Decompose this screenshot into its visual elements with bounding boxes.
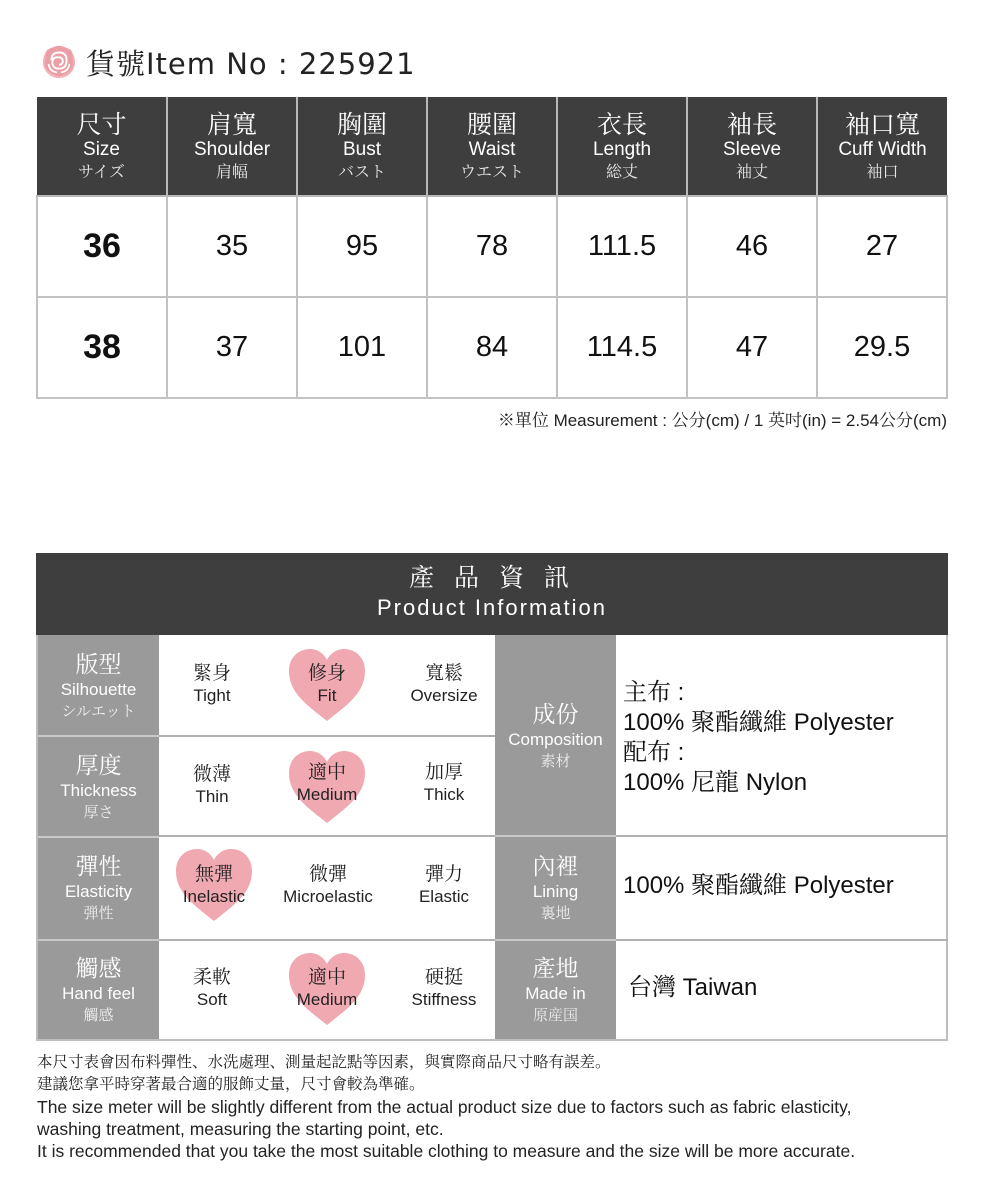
column-zh: 尺寸 bbox=[76, 109, 127, 139]
label-zh: 產地 bbox=[532, 955, 579, 982]
column-en: Length bbox=[592, 138, 652, 160]
label-en: Hand feel bbox=[62, 983, 135, 1003]
column-zh: 袖長 bbox=[726, 109, 777, 139]
option-zh: 硬挺 bbox=[424, 966, 463, 988]
column-jp: サイズ bbox=[78, 161, 125, 181]
option-fit bbox=[272, 662, 382, 707]
product-info-header bbox=[36, 553, 948, 635]
label-zh: 版型 bbox=[75, 652, 122, 678]
composition-label bbox=[495, 635, 616, 836]
label-jp: 原産国 bbox=[532, 1005, 578, 1024]
table-cell: 111.5 bbox=[557, 196, 687, 297]
composition-value bbox=[623, 678, 894, 798]
option-zh: 柔軟 bbox=[192, 966, 231, 988]
cuff-width-column-header bbox=[817, 97, 947, 196]
disclaimer-line: The size meter will be slightly different from the actual product size due to factors such as fabric elasticity, bbox=[37, 1097, 852, 1117]
hand-feel-label bbox=[38, 940, 159, 1039]
divider bbox=[38, 735, 159, 737]
option-en: Soft bbox=[196, 990, 228, 1009]
composition-line: 100% 聚酯纖維 Polyester bbox=[623, 709, 894, 736]
option-inelastic bbox=[159, 863, 269, 908]
option-zh: 無彈 bbox=[194, 863, 233, 885]
label-zh: 彈性 bbox=[75, 854, 122, 880]
label-zh: 厚度 bbox=[75, 752, 122, 779]
option-zh: 微彈 bbox=[308, 863, 347, 885]
disclaimer-line: 本尺寸表會因布料彈性、水洗處理、測量起訖點等因素，與實際商品尺寸略有誤差。 bbox=[37, 1054, 611, 1071]
option-medium bbox=[272, 966, 382, 1011]
option-medium bbox=[272, 761, 382, 806]
column-zh: 肩寬 bbox=[206, 109, 257, 139]
option-en: Tight bbox=[193, 686, 231, 705]
table-cell-size: 36 bbox=[37, 196, 167, 297]
option-zh: 微薄 bbox=[192, 763, 231, 785]
column-jp: ウエスト bbox=[459, 161, 524, 181]
label-jp: 裏地 bbox=[540, 904, 571, 922]
length-column-header bbox=[557, 97, 687, 196]
option-thick bbox=[389, 761, 499, 806]
option-stiffness bbox=[389, 966, 499, 1011]
label-zh: 內裡 bbox=[532, 854, 579, 880]
disclaimer-line: 建議您拿平時穿著最合適的服飾丈量，尺寸會較為準確。 bbox=[37, 1076, 425, 1093]
label-en: Silhouette bbox=[60, 680, 137, 699]
option-zh: 寬鬆 bbox=[424, 662, 463, 684]
shoulder-column-header bbox=[167, 97, 297, 196]
label-en: Composition bbox=[508, 729, 603, 749]
column-jp: 総丈 bbox=[605, 161, 638, 181]
table-cell: 27 bbox=[817, 196, 947, 297]
size-table-header-row bbox=[37, 97, 947, 196]
size-table bbox=[36, 97, 948, 399]
divider bbox=[159, 735, 495, 737]
option-zh: 加厚 bbox=[424, 761, 463, 783]
thickness-label bbox=[38, 737, 159, 836]
composition-line: 配布 : bbox=[623, 739, 685, 766]
option-soft bbox=[157, 966, 267, 1011]
table-cell: 29.5 bbox=[817, 297, 947, 398]
sleeve-column-header bbox=[687, 97, 817, 196]
label-zh: 觸感 bbox=[75, 955, 122, 982]
composition-line: 主布 : bbox=[623, 679, 685, 706]
label-jp: 觸感 bbox=[83, 1005, 114, 1024]
option-en: Thick bbox=[423, 785, 465, 804]
column-en: Shoulder bbox=[193, 138, 271, 160]
column-zh: 袖口寬 bbox=[844, 109, 920, 139]
item-number: 貨號Item No : 225921 bbox=[86, 46, 416, 81]
option-en: Stiffness bbox=[411, 990, 477, 1009]
rose-icon bbox=[40, 43, 78, 81]
waist-column-header bbox=[427, 97, 557, 196]
silhouette-label bbox=[38, 635, 159, 737]
disclaimer-line: It is recommended that you take the most suitable clothing to measure and the size will be more accurate. bbox=[37, 1141, 856, 1161]
origin-value: 台灣 Taiwan bbox=[628, 974, 758, 1001]
label-en: Thickness bbox=[60, 780, 137, 800]
table-cell: 37 bbox=[167, 297, 297, 398]
label-jp: シルエット bbox=[61, 702, 136, 720]
option-zh: 適中 bbox=[307, 761, 346, 783]
option-en: Microelastic bbox=[283, 887, 373, 906]
label-en: Lining bbox=[532, 882, 579, 901]
option-tight bbox=[157, 662, 267, 707]
option-zh: 彈力 bbox=[424, 863, 463, 885]
option-en: Inelastic bbox=[182, 887, 246, 906]
table-cell: 114.5 bbox=[557, 297, 687, 398]
product-info-grid bbox=[36, 635, 948, 1041]
table-cell: 35 bbox=[167, 196, 297, 297]
option-zh: 緊身 bbox=[192, 662, 231, 684]
option-en: Medium bbox=[296, 990, 358, 1009]
table-cell: 47 bbox=[687, 297, 817, 398]
label-jp: 素材 bbox=[540, 751, 571, 770]
column-en: Sleeve bbox=[722, 138, 782, 160]
bust-column-header bbox=[297, 97, 427, 196]
option-oversize bbox=[389, 662, 499, 707]
elasticity-label bbox=[38, 836, 159, 940]
table-cell: 84 bbox=[427, 297, 557, 398]
table-cell: 101 bbox=[297, 297, 427, 398]
column-en: Waist bbox=[468, 138, 516, 160]
column-zh: 胸圍 bbox=[336, 109, 387, 139]
label-zh: 成份 bbox=[532, 701, 579, 728]
option-en: Thin bbox=[195, 787, 229, 806]
lining-value: 100% 聚酯纖維 Polyester bbox=[623, 872, 894, 899]
divider bbox=[495, 835, 616, 837]
label-jp: 弾性 bbox=[83, 904, 114, 922]
item-header bbox=[40, 40, 416, 84]
product-info-title-en: Product Information bbox=[377, 595, 607, 620]
composition-line: 100% 尼龍 Nylon bbox=[623, 769, 808, 796]
divider bbox=[38, 836, 159, 838]
label-en: Made in bbox=[525, 983, 586, 1003]
table-cell: 78 bbox=[427, 196, 557, 297]
option-en: Oversize bbox=[410, 686, 478, 705]
measurement-note: ※單位 Measurement : 公分(cm) / 1 英吋(in) = 2.54公分(cm) bbox=[497, 411, 947, 430]
lining-label bbox=[495, 836, 616, 940]
table-cell: 95 bbox=[297, 196, 427, 297]
size-column-header bbox=[37, 97, 167, 196]
option-microelastic bbox=[272, 863, 384, 908]
table-row bbox=[37, 297, 947, 398]
origin-label bbox=[495, 940, 616, 1039]
label-jp: 厚さ bbox=[83, 802, 114, 821]
disclaimer bbox=[37, 1052, 949, 1162]
option-zh: 修身 bbox=[307, 662, 346, 684]
option-zh: 適中 bbox=[307, 966, 346, 988]
divider bbox=[495, 939, 616, 941]
table-cell-size: 38 bbox=[37, 297, 167, 398]
table-row bbox=[37, 196, 947, 297]
column-en: Bust bbox=[342, 138, 382, 160]
product-info-title-zh: 產 品 資 訊 bbox=[409, 563, 575, 592]
option-elastic bbox=[389, 863, 499, 908]
column-jp: 肩幅 bbox=[215, 161, 248, 181]
column-en: Cuff Width bbox=[838, 138, 927, 160]
column-jp: 袖丈 bbox=[735, 161, 768, 181]
option-en: Fit bbox=[317, 686, 337, 705]
column-zh: 衣長 bbox=[596, 109, 647, 139]
disclaimer-line: washing treatment, measuring the starting point, etc. bbox=[37, 1119, 444, 1139]
column-jp: バスト bbox=[337, 161, 386, 181]
option-en: Elastic bbox=[418, 887, 470, 906]
table-cell: 46 bbox=[687, 196, 817, 297]
label-en: Elasticity bbox=[64, 882, 133, 901]
option-en: Medium bbox=[296, 785, 358, 804]
column-zh: 腰圍 bbox=[466, 109, 517, 139]
option-thin bbox=[157, 763, 267, 808]
column-en: Size bbox=[83, 138, 120, 160]
divider bbox=[38, 939, 159, 941]
column-jp: 袖口 bbox=[866, 161, 899, 181]
